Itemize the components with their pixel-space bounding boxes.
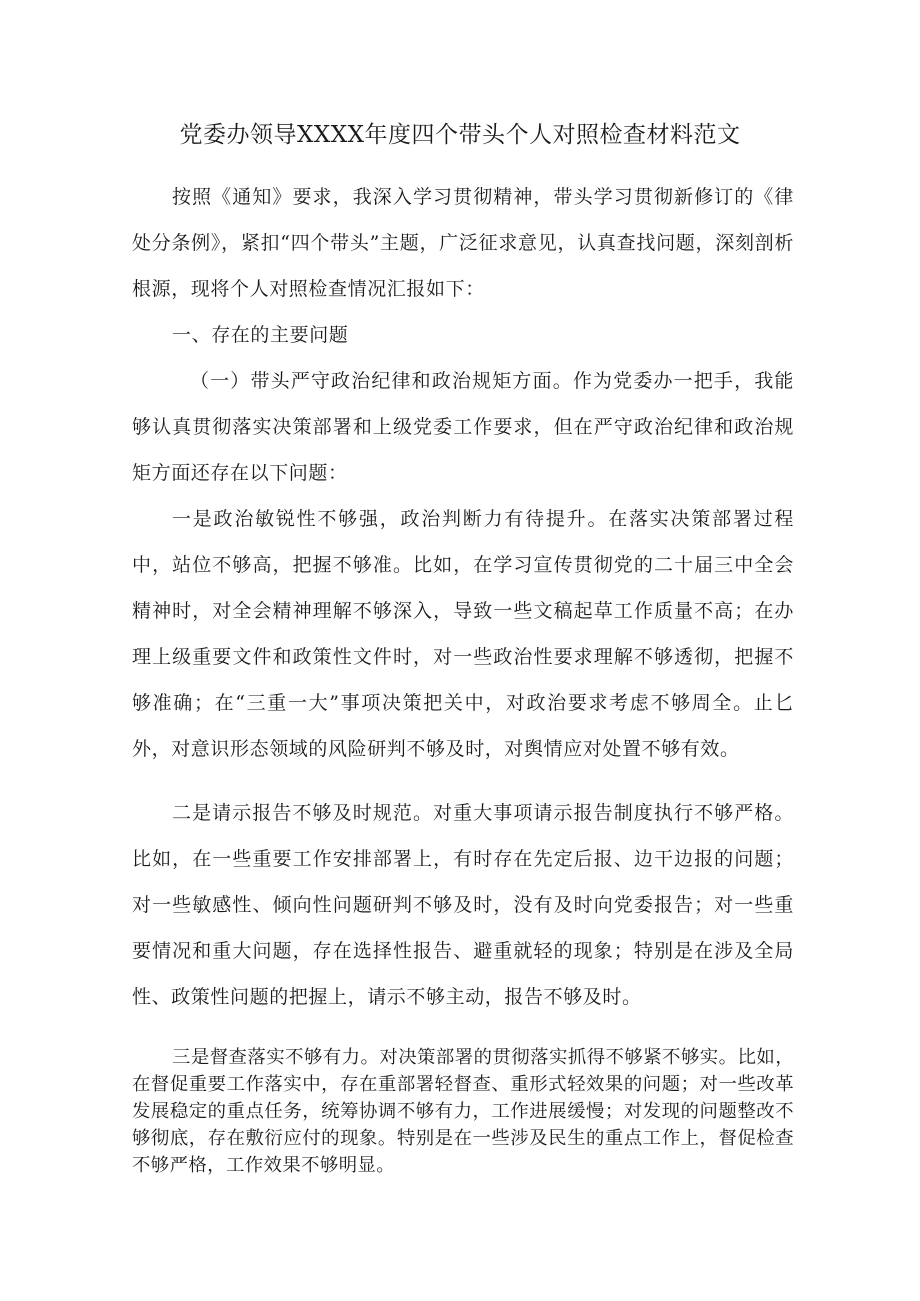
subsection-paragraph: （一）带头严守政治纪律和政治规矩方面。作为党委办一把手，我能够认真贯彻落实决策部署和上级党委工作要求，但在严守政治纪律和政治规矩方面还存在以下问题： bbox=[132, 370, 794, 484]
section-heading: 一、存在的主要问题 bbox=[172, 324, 349, 346]
point-one-paragraph: 一是政治敏锐性不够强，政治判断力有待提升。在落实决策部署过程中，站位不够高，把握不够准。比如，在学习宣传贯彻党的二十届三中全会精神时，对全会精神理解不够深入，导致一些文稿起草工作质量不高；在办理上级重要文件和政策性文件时，对一些政治性要求理解不够透彻，把握不够准确；在“三重一大”事项决策把关中，对政治要求考虑不够周全。止匕外，对意识形态领域的风险研判不够及时，对舆情应对处置不够有效。 bbox=[132, 508, 794, 760]
intro-paragraph: 按照《通知》要求，我深入学习贯彻精神，带头学习贯彻新修订的《律处分条例》，紧扣“四个带头”主题，广泛征求意见，认真查找问题，深刻剖析根源，现将个人对照检查情况汇报如下： bbox=[132, 186, 794, 300]
point-three-paragraph: 三是督查落实不够有力。对决策部署的贯彻落实抓得不够紧不够实。比如，在督促重要工作落实中，存在重部署轻督查、重形式轻效果的问题；对一些改革发展稳定的重点任务，统筹协调不够有力，工作进展缓慢；对发现的问题整改不够彻底，存在敷衍应付的现象。特别是在一些涉及民生的重点工作上，督促检查不够严格，工作效果不够明显。 bbox=[132, 1047, 794, 1176]
document-title: 党委办领导XXXX年度四个带头个人对照检查材料范文 bbox=[179, 122, 741, 148]
point-two-paragraph: 二是请示报告不够及时规范。对重大事项请示报告制度执行不够严格。比如，在一些重要工作安排部署上，有时存在先定后报、边干边报的问题；对一些敏感性、倾向性问题研判不够及时，没有及时向党委报告；对一些重要情况和重大问题，存在选择性报告、避重就轻的现象；特别是在涉及全局性、政策性问题的把握上，请示不够主动，报告不够及时。 bbox=[132, 802, 794, 1008]
